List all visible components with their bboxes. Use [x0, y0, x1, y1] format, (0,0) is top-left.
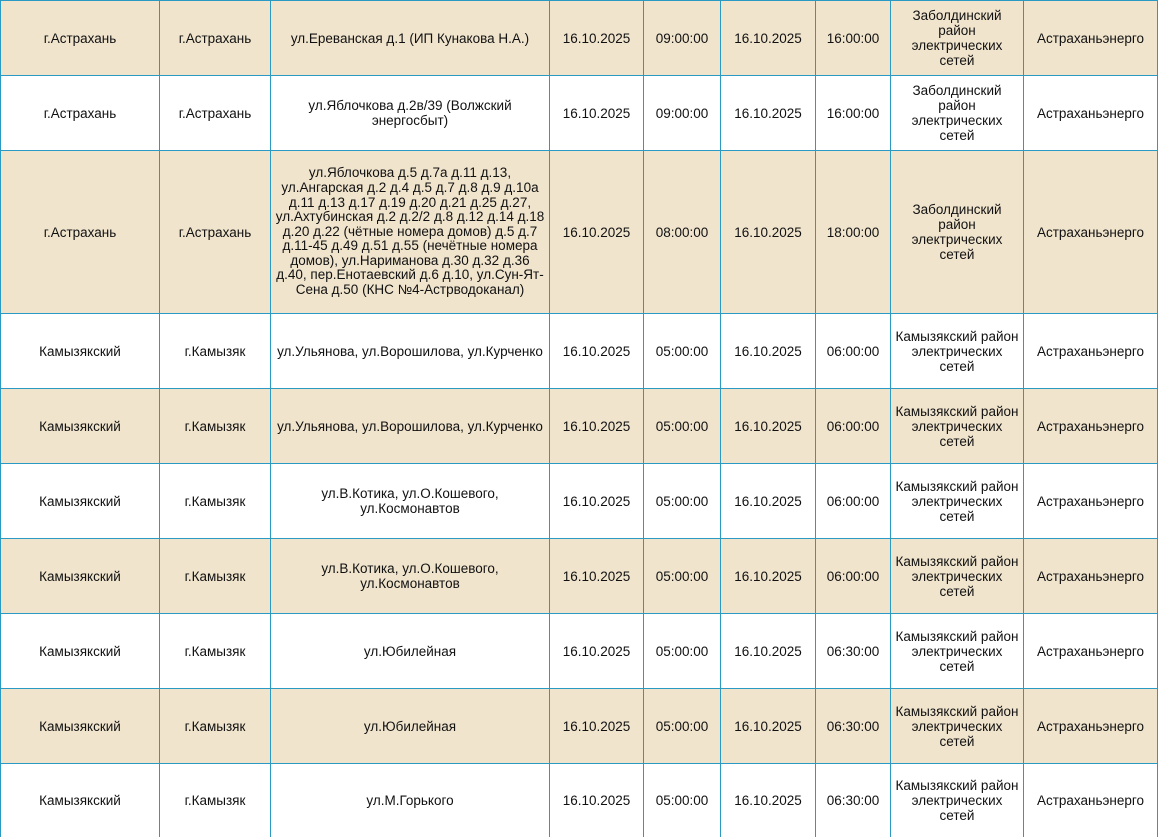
start-date-cell: 16.10.2025	[550, 464, 644, 539]
street-cell: ул.М.Горького	[271, 764, 550, 838]
street-cell: ул.Ульянова, ул.Ворошилова, ул.Курченко	[271, 389, 550, 464]
start-date-cell: 16.10.2025	[550, 539, 644, 614]
city-cell: г.Камызяк	[160, 614, 271, 689]
start-date-cell: 16.10.2025	[550, 764, 644, 838]
department-cell: Камызякский район электрических сетей	[891, 764, 1024, 838]
table-row	[1, 464, 1158, 539]
start-time-cell: 05:00:00	[644, 314, 721, 389]
start-time-cell: 05:00:00	[644, 614, 721, 689]
end-date-cell: 16.10.2025	[721, 314, 816, 389]
end-date-cell: 16.10.2025	[721, 539, 816, 614]
street-cell: ул.Яблочкова д.2в/39 (Волжский энергосбыт)	[271, 76, 550, 151]
end-time-cell: 06:30:00	[816, 614, 891, 689]
start-time-cell: 05:00:00	[644, 539, 721, 614]
district-cell: г.Астрахань	[1, 76, 160, 151]
department-cell: Камызякский район электрических сетей	[891, 539, 1024, 614]
street-cell	[271, 151, 550, 314]
organization-cell: Астраханьэнерго	[1024, 314, 1158, 389]
street-cell-text: ул.Яблочкова д.5 д.7а д.11 д.13, ул.Ангарская д.2 д.4 д.5 д.7 д.8 д.9 д.10а д.11 д.13 д.17 д.19 д.20 д.21 д.25 д.27, ул.Ахтубинская д.2 д.2/2 д.8 д.12 д.14 д.18 д.20 д.22 (чётные номера домов) д.5 д.7 д.11-45 д.49 д.51 д.55 (нечётные номера домов), ул.Нариманова д.30 д.32 д.36 д.40, пер.Енотаевский д.6 д.10, ул.Сун-Ят-Сена д.50 (КНС №4-Астрводоканал)	[275, 165, 545, 298]
city-cell: г.Камызяк	[160, 314, 271, 389]
organization-cell: Астраханьэнерго	[1024, 1, 1158, 76]
table-row	[1, 614, 1158, 689]
end-time-cell: 06:30:00	[816, 689, 891, 764]
end-time-cell: 06:00:00	[816, 464, 891, 539]
end-time-cell: 18:00:00	[816, 151, 891, 314]
table-row	[1, 314, 1158, 389]
table-row	[1, 389, 1158, 464]
end-date-cell: 16.10.2025	[721, 151, 816, 314]
department-cell: Заболдинский район электрических сетей	[891, 76, 1024, 151]
end-date-cell: 16.10.2025	[721, 764, 816, 838]
department-cell: Заболдинский район электрических сетей	[891, 1, 1024, 76]
department-cell: Камызякский район электрических сетей	[891, 389, 1024, 464]
start-time-cell: 05:00:00	[644, 764, 721, 838]
department-cell: Камызякский район электрических сетей	[891, 464, 1024, 539]
start-time-cell: 08:00:00	[644, 151, 721, 314]
start-time-cell: 05:00:00	[644, 389, 721, 464]
district-cell: Камызякский	[1, 314, 160, 389]
start-date-cell: 16.10.2025	[550, 389, 644, 464]
start-date-cell: 16.10.2025	[550, 76, 644, 151]
city-cell: г.Камызяк	[160, 539, 271, 614]
district-cell: Камызякский	[1, 389, 160, 464]
city-cell: г.Астрахань	[160, 151, 271, 314]
city-cell: г.Камызяк	[160, 764, 271, 838]
district-cell: Камызякский	[1, 764, 160, 838]
organization-cell: Астраханьэнерго	[1024, 614, 1158, 689]
organization-cell: Астраханьэнерго	[1024, 464, 1158, 539]
district-cell: Камызякский	[1, 464, 160, 539]
district-cell: г.Астрахань	[1, 151, 160, 314]
start-date-cell: 16.10.2025	[550, 151, 644, 314]
district-cell: г.Астрахань	[1, 1, 160, 76]
city-cell: г.Камызяк	[160, 689, 271, 764]
end-date-cell: 16.10.2025	[721, 389, 816, 464]
district-cell: Камызякский	[1, 689, 160, 764]
organization-cell: Астраханьэнерго	[1024, 764, 1158, 838]
department-cell: Камызякский район электрических сетей	[891, 614, 1024, 689]
department-cell: Заболдинский район электрических сетей	[891, 151, 1024, 314]
start-date-cell: 16.10.2025	[550, 614, 644, 689]
table-row	[1, 76, 1158, 151]
end-date-cell: 16.10.2025	[721, 614, 816, 689]
start-time-cell: 09:00:00	[644, 76, 721, 151]
table-row	[1, 689, 1158, 764]
organization-cell: Астраханьэнерго	[1024, 539, 1158, 614]
end-date-cell: 16.10.2025	[721, 464, 816, 539]
street-cell: ул.Юбилейная	[271, 689, 550, 764]
end-time-cell: 16:00:00	[816, 1, 891, 76]
start-date-cell: 16.10.2025	[550, 689, 644, 764]
street-cell: ул.Юбилейная	[271, 614, 550, 689]
city-cell: г.Камызяк	[160, 464, 271, 539]
end-time-cell: 06:00:00	[816, 314, 891, 389]
end-time-cell: 06:30:00	[816, 764, 891, 838]
end-date-cell: 16.10.2025	[721, 1, 816, 76]
start-time-cell: 05:00:00	[644, 689, 721, 764]
start-time-cell: 05:00:00	[644, 464, 721, 539]
organization-cell: Астраханьэнерго	[1024, 389, 1158, 464]
department-cell: Камызякский район электрических сетей	[891, 314, 1024, 389]
city-cell: г.Астрахань	[160, 76, 271, 151]
city-cell: г.Камызяк	[160, 389, 271, 464]
start-date-cell: 16.10.2025	[550, 314, 644, 389]
end-time-cell: 16:00:00	[816, 76, 891, 151]
table-row	[1, 1, 1158, 76]
district-cell: Камызякский	[1, 614, 160, 689]
street-cell: ул.Ереванская д.1 (ИП Кунакова Н.А.)	[271, 1, 550, 76]
department-cell: Камызякский район электрических сетей	[891, 689, 1024, 764]
street-cell: ул.Ульянова, ул.Ворошилова, ул.Курченко	[271, 314, 550, 389]
street-cell: ул.В.Котика, ул.О.Кошевого, ул.Космонавтов	[271, 464, 550, 539]
table-row	[1, 764, 1158, 838]
district-cell: Камызякский	[1, 539, 160, 614]
organization-cell: Астраханьэнерго	[1024, 151, 1158, 314]
table-row	[1, 539, 1158, 614]
street-cell: ул.В.Котика, ул.О.Кошевого, ул.Космонавтов	[271, 539, 550, 614]
end-time-cell: 06:00:00	[816, 539, 891, 614]
end-date-cell: 16.10.2025	[721, 76, 816, 151]
city-cell: г.Астрахань	[160, 1, 271, 76]
table-row	[1, 151, 1158, 314]
organization-cell: Астраханьэнерго	[1024, 689, 1158, 764]
end-date-cell: 16.10.2025	[721, 689, 816, 764]
end-time-cell: 06:00:00	[816, 389, 891, 464]
start-date-cell: 16.10.2025	[550, 1, 644, 76]
start-time-cell: 09:00:00	[644, 1, 721, 76]
organization-cell: Астраханьэнерго	[1024, 76, 1158, 151]
